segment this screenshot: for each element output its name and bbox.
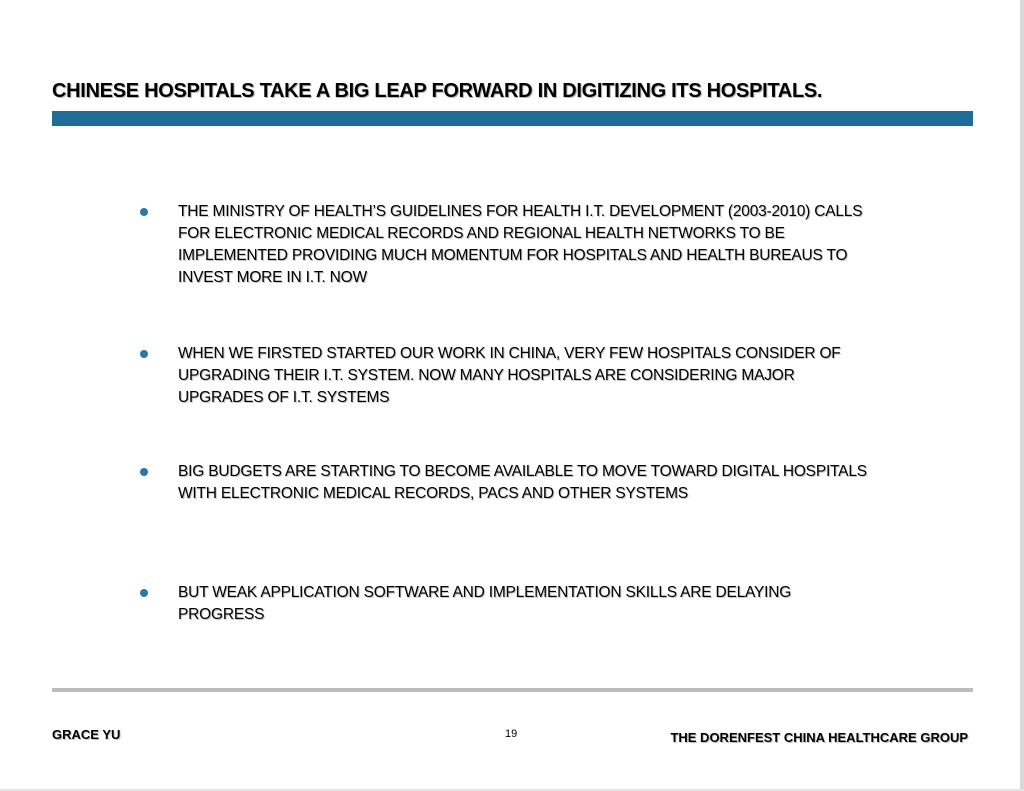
bullet-text: BIG BUDGETS ARE STARTING TO BECOME AVAILABLE TO MOVE TOWARD DIGITAL HOSPITALS WITH ELECTRONIC MEDICAL RECORDS, PACS AND OTHER SYSTEMS (178, 463, 867, 502)
bullet-text: THE MINISTRY OF HEALTH’S GUIDELINES FOR HEALTH I.T. DEVELOPMENT (2003-2010) CALLS FOR ELECTRONIC MEDICAL RECORDS AND REGIONAL HEALTH NETWORKS TO BE IMPLEMENTED PROVIDING MUCH MOMENTUM FOR HOSPITALS AND HEALTH BUREAUS TO INVEST MORE IN I.T. NOW (178, 203, 863, 286)
slide-title: CHINESE HOSPITALS TAKE A BIG LEAP FORWARD IN DIGITIZING ITS HOSPITALS. (52, 80, 823, 102)
bullet-dot-icon (140, 350, 148, 358)
bullet-dot-icon (140, 589, 148, 597)
bullet-dot-icon (140, 468, 148, 476)
footer-author: GRACE YU (52, 727, 121, 742)
title-underline-bar (52, 111, 973, 126)
page-number: 19 (505, 728, 518, 740)
bullet-text: BUT WEAK APPLICATION SOFTWARE AND IMPLEMENTATION SKILLS ARE DELAYING PROGRESS (178, 584, 792, 623)
bullet-dot-icon (140, 208, 148, 216)
footer-organization: THE DORENFEST CHINA HEALTHCARE GROUP (670, 730, 968, 745)
footer-divider (52, 688, 973, 692)
bullet-text: WHEN WE FIRSTED STARTED OUR WORK IN CHINA, VERY FEW HOSPITALS CONSIDER OF UPGRADING THEIR I.T. SYSTEM. NOW MANY HOSPITALS ARE CONSIDERING MAJOR UPGRADES OF I.T. SYSTEMS (178, 345, 841, 406)
slide-right-edge (1020, 0, 1024, 791)
